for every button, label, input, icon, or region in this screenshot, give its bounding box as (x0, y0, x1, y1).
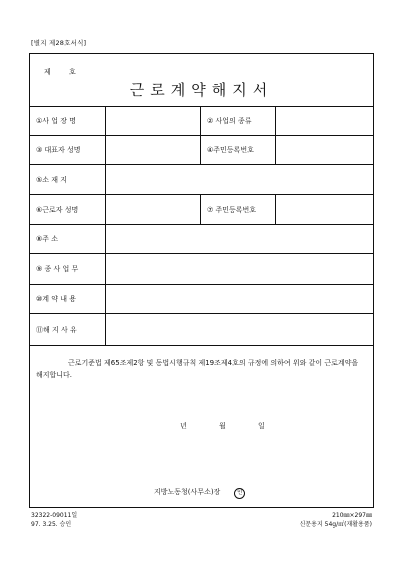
signature-line (154, 487, 245, 499)
footer-right (300, 511, 372, 529)
document-number-label: 제 호 (44, 68, 76, 76)
row-representative (30, 136, 373, 165)
label-reason: ⑪해 지 사 유 (36, 325, 77, 334)
row-worker-address (30, 225, 373, 254)
label-worker-address: ⑧주 소 (36, 235, 59, 243)
row-workplace (30, 106, 373, 136)
field-rep-id[interactable] (275, 136, 375, 164)
row-reason (30, 314, 373, 346)
label-worker-id: ⑦ 주민등록번호 (200, 195, 275, 224)
office-name: 지방노동청(사무소)장 (154, 488, 221, 496)
field-workplace[interactable] (105, 106, 200, 135)
field-representative[interactable] (105, 136, 200, 164)
row-contract-content (30, 285, 373, 314)
label-rep-id: ④주민등록번호 (200, 136, 275, 164)
paper-size: 210㎜×297㎜ (332, 512, 372, 519)
field-worker-name[interactable] (105, 195, 200, 224)
row-job (30, 254, 373, 285)
field-worker-id[interactable] (275, 195, 375, 224)
label-job: ⑨ 종 사 업 무 (36, 265, 79, 273)
field-address[interactable] (105, 165, 375, 194)
field-contract-content[interactable] (105, 285, 375, 313)
date-line: 년 월 일 (180, 422, 265, 430)
form-title: 근로계약해지서 (129, 81, 274, 99)
row-address (30, 165, 373, 195)
label-address: ⑤소 재 지 (36, 175, 68, 184)
label-workplace: ①사 업 장 명 (36, 116, 76, 125)
footer-left (31, 511, 77, 529)
seal-icon: 인 (234, 488, 245, 499)
label-contract-content: ⑩계 약 내 용 (36, 295, 76, 303)
field-business-type[interactable] (275, 106, 375, 135)
field-worker-address[interactable] (105, 225, 375, 253)
form-code: 32322-09011일 (31, 512, 78, 519)
label-representative: ③ 대표자 성명 (36, 146, 81, 154)
contract-termination-form (29, 53, 374, 508)
label-business-type: ② 사업의 종류 (200, 106, 275, 135)
field-job[interactable] (105, 254, 375, 284)
row-worker (30, 195, 373, 225)
field-reason[interactable] (105, 314, 375, 345)
paper-type: 신문용지 54g/㎡(재활용품) (299, 521, 372, 528)
statement-text: 근로기준법 제65조제2항 및 동법시행규칙 제19조제4호의 규정에 의하여 위와 같이 근로계약을 해지합니다. (36, 359, 359, 379)
form-tag: [별지 제28호서식] (31, 39, 87, 47)
approval-date: 97. 3.25. 승인 (31, 521, 72, 528)
form-header (30, 54, 373, 107)
label-worker-name: ⑥근로자 성명 (36, 205, 79, 214)
